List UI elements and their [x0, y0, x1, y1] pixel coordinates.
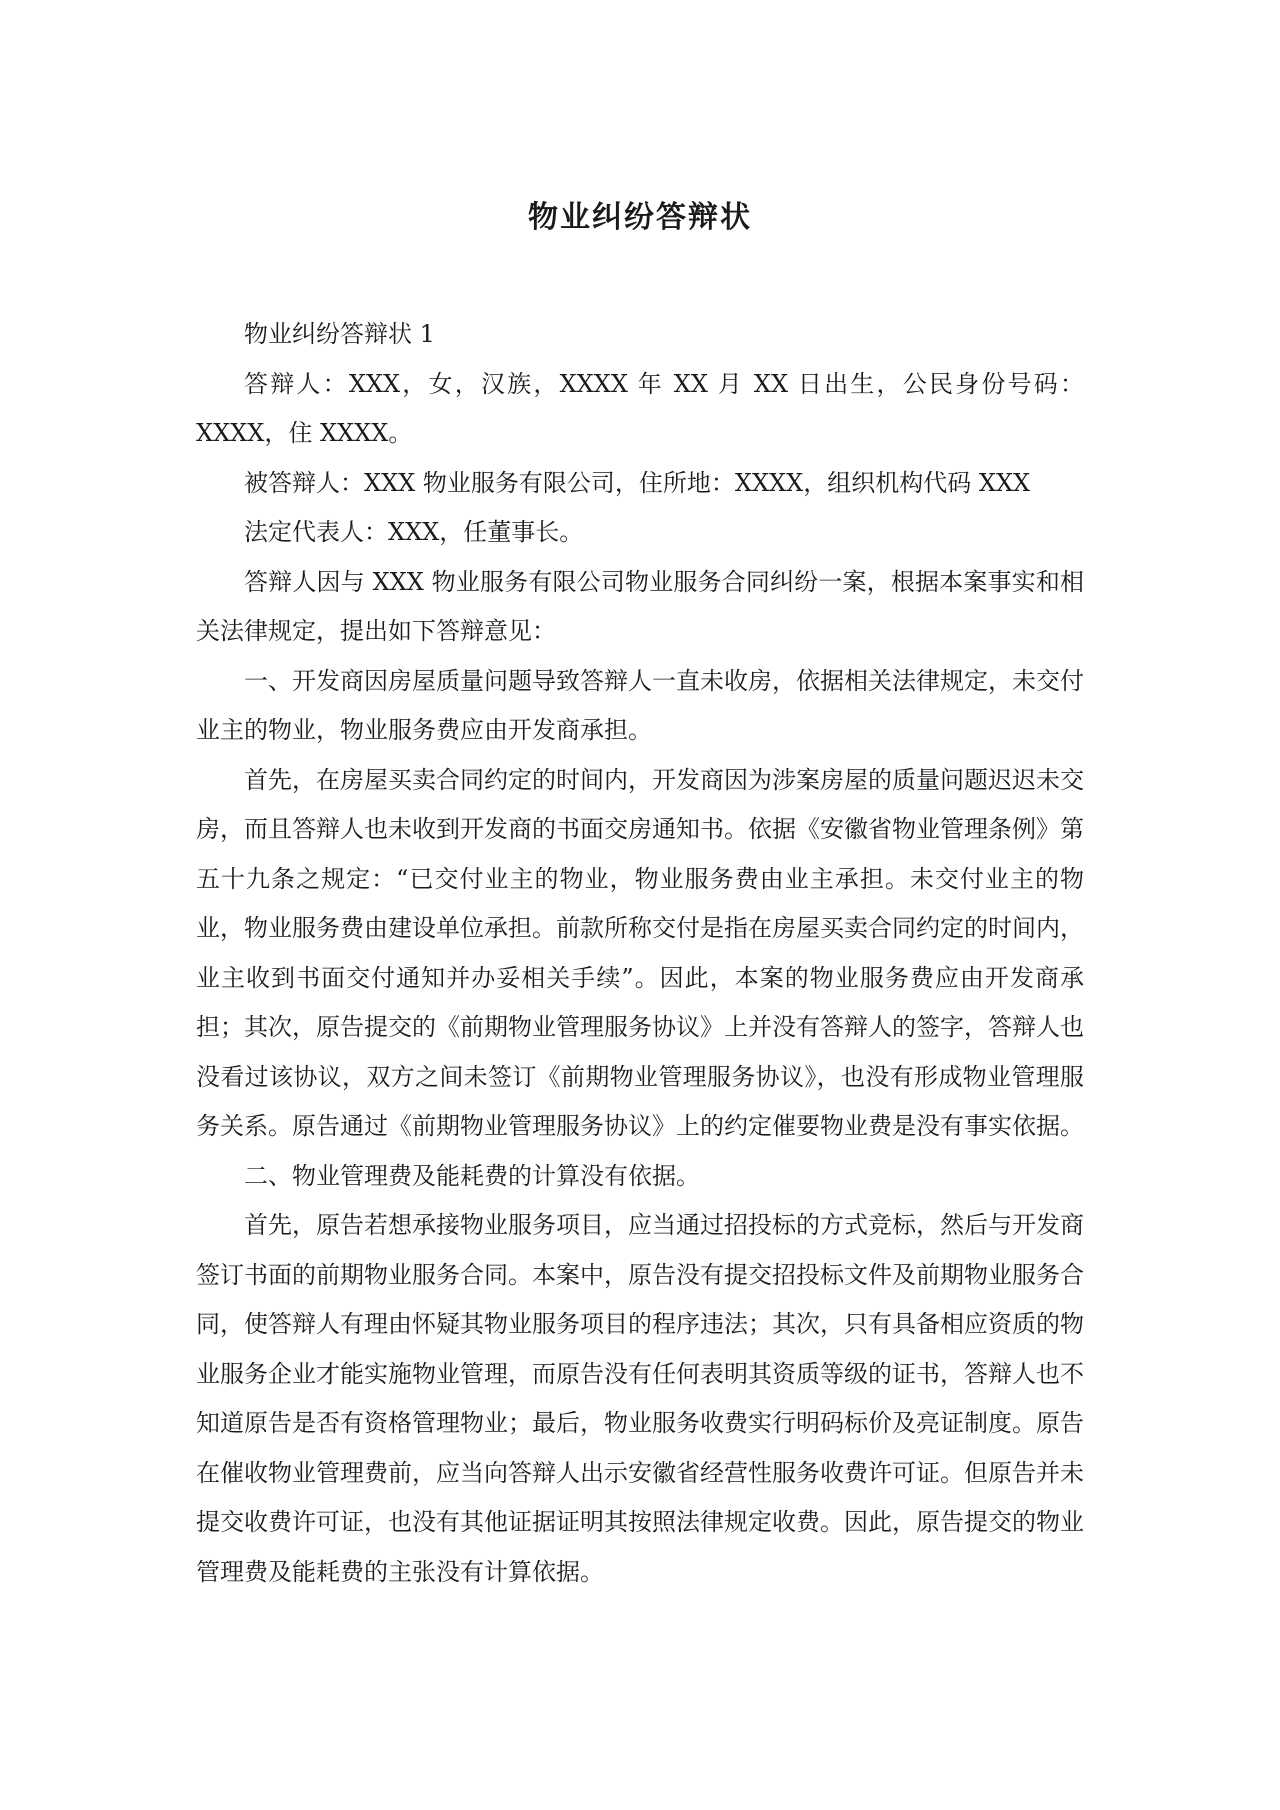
- claimant-info: 被答辩人：XXX 物业服务有限公司，住所地：XXXX，组织机构代码 XXX: [244, 468, 1031, 497]
- point-one-body: 首先，在房屋买卖合同约定的时间内，开发商因为涉案房屋的质量问题迟迟未交房，而且答辩人也未收到开发商的书面交房通知书。依据《安徽省物业管理条例》第五十九条之规定：“已交付业主的物业，物业服务费由业主承担。未交付业主的物业，物业服务费由建设单位承担。前款所称交付是指在房屋买卖合同约定的时间内，业主收到书面交付通知并办妥相关手续”。因此，本案的物业服务费应由开发商承担；其次，原告提交的《前期物业管理服务协议》上并没有答辩人的签字，答辩人也没看过该协议，双方之间未签订《前期物业管理服务协议》，也没有形成物业管理服务关系。原告通过《前期物业管理服务协议》上的约定催要物业费是没有事实依据。: [196, 765, 1084, 1140]
- section-heading: 物业纠纷答辩状 1: [244, 320, 435, 348]
- point-two-body: 首先，原告若想承接物业服务项目，应当通过招投标的方式竞标，然后与开发商签订书面的前期物业服务合同。本案中，原告没有提交招投标文件及前期物业服务合同，使答辩人有理由怀疑其物业服务项目的程序违法；其次，只有具备相应资质的物业服务企业才能实施物业管理，而原告没有任何表明其资质等级的证书，答辩人也不知道原告是否有资格管理物业；最后，物业服务收费实行明码标价及亮证制度。原告在催收物业管理费前，应当向答辩人出示安徽省经营性服务收费许可证。但原告并未提交收费许可证，也没有其他证据证明其按照法律规定收费。因此，原告提交的物业管理费及能耗费的主张没有计算依据。: [196, 1211, 1084, 1586]
- document-body: [196, 310, 1084, 1597]
- legal-representative: 法定代表人：XXX，任董事长。: [244, 518, 584, 546]
- point-one-heading: 一、开发商因房屋质量问题导致答辩人一直未收房，依据相关法律规定，未交付业主的物业，物业服务费应由开发商承担。: [196, 666, 1084, 744]
- respondent-info: 答辩人：XXX，女，汉族，XXXX 年 XX 月 XX 日出生，公民身份号码：XXXX，住 XXXX。: [196, 369, 1084, 447]
- intro-paragraph: 答辩人因与 XXX 物业服务有限公司物业服务合同纠纷一案，根据本案事实和相关法律规定，提出如下答辩意见：: [196, 567, 1084, 645]
- document-title: 物业纠纷答辩状: [528, 200, 752, 235]
- point-two-heading: 二、物业管理费及能耗费的计算没有依据。: [244, 1161, 700, 1190]
